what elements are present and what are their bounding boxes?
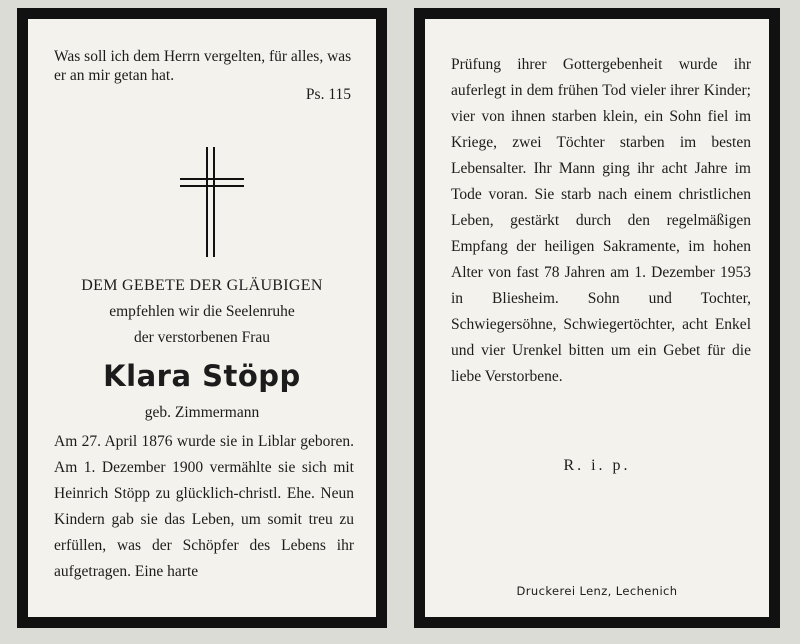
psalm-text: Was soll ich dem Herrn vergelten, für alles, was er an mir getan hat. [54, 48, 352, 84]
birth-name: geb. Zimmermann [144, 404, 260, 421]
deceased-name: Klara Stöpp [103, 359, 301, 393]
rip-text: R. i. p. [563, 457, 631, 474]
double-cross-icon [180, 147, 244, 257]
biography-continued: Prüfung ihrer Gottergebenheit wurde ihr auferlegt in dem frühen Tod vieler ihrer Kinder; vier von ihnen starben klein, ein Sohn fiel im Kriege, zwei Töchter starben im besten Lebensalter. Ihr Mann ging ihr acht Jahre im Tode voran. Sie starb nach einem christlichen Leben, gestärkt durch den regelmäßigen Empfang der heiligen Sakramente, im hohen Alter von fast 78 Jahren am 1. Dezember 1953 in Bliesheim. Sohn und Tochter, Schwiegersöhne, Schwiegertöchter, acht Enkel und vier Urenkel bitten um ein Gebet für die liebe Verstorbene. [451, 56, 751, 385]
psalm-reference: Ps. 115 [305, 86, 351, 103]
psalm-quote [54, 47, 354, 104]
printer-credit: Druckerei Lenz, Lechenich [516, 584, 678, 598]
right-card-panel [414, 8, 780, 628]
left-card-panel [17, 8, 387, 628]
biography-text: Am 27. April 1876 wurde sie in Liblar geboren. Am 1. Dezember 1900 vermählte sie sich mit Heinrich Stöpp zu glücklich-christl. Ehe. Neun Kindern gab sie das Leben, um somit treu zu erfüllen, was der Schöpfer des Lebens ihr aufgetragen. Eine harte [54, 433, 354, 580]
dedication-line: der verstorbenen Frau [133, 329, 270, 346]
dedication-line: empfehlen wir die Seelenruhe [109, 303, 295, 320]
dedication-heading: DEM GEBETE DER GLÄUBIGEN [81, 277, 323, 294]
